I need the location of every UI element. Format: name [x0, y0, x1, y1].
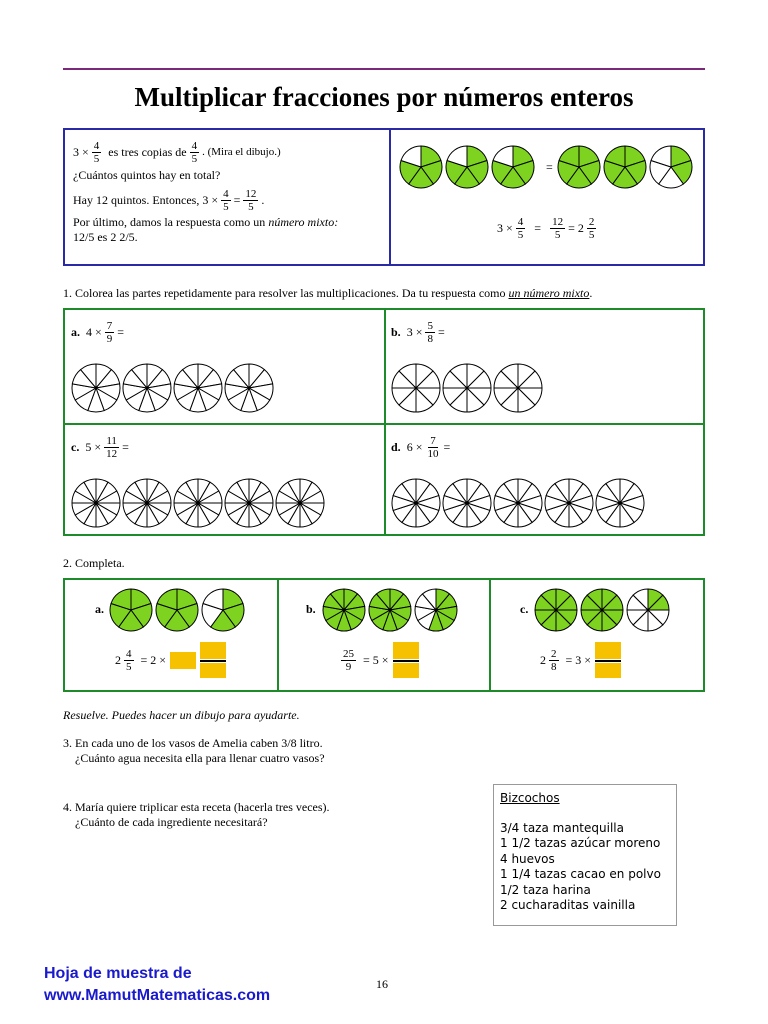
answer-box-whole[interactable] — [170, 652, 196, 669]
intro-pie-diagram — [399, 142, 699, 192]
fraction-circle — [443, 364, 491, 412]
resuelve-instruction: Resuelve. Puedes hacer un dibujo para ayudarte. — [63, 708, 300, 722]
fraction-circle — [276, 479, 324, 527]
pies-equal-sign: = — [546, 160, 553, 174]
fraction-circle — [535, 589, 577, 631]
item-label: b. — [391, 325, 401, 339]
answer-fraction-box[interactable] — [393, 642, 419, 678]
recipe-title: Bizcochos — [500, 791, 560, 805]
fraction: $\frac{12}{5}$ — [245, 187, 257, 213]
fraction-circle — [72, 364, 120, 412]
fraction-circle — [174, 479, 222, 527]
fraction-circle — [323, 589, 365, 631]
fraction-circle — [492, 146, 534, 188]
exercise2-item-c — [490, 580, 700, 690]
item-equals: = — [437, 325, 445, 339]
fraction: $\frac{2}{5}$ — [588, 216, 595, 241]
fraction-circle — [558, 146, 600, 188]
page-title: Multiplicar fracciones por números enteros — [134, 82, 634, 112]
intro-text: 3 × $\frac{4}{5}$ es tres copias de $\frac{4}{5}$ . (Mira el dibujo.) ¿Cuántos quintos hay en total? Hay 12 quintos. Entonces, 3 × $\frac{4}{5}$ = $\frac{12}{5}$ . Por último, damos la respuesta como un número mixto: 12/5 es 2 2/5. — [73, 138, 385, 245]
fraction: $\frac{4}{5}$ — [223, 187, 229, 213]
fraction: $\frac{2}{8}$ — [551, 647, 557, 673]
top-rule — [63, 68, 705, 70]
exercise2-circles — [320, 586, 470, 634]
exercise2-equation — [338, 642, 419, 678]
intro-box — [63, 128, 705, 266]
fraction: $\frac{11}{12}$ — [106, 435, 118, 460]
exercise2-instruction: 2. Completa. — [63, 556, 125, 570]
recipe-item: 1/2 taza harina — [500, 882, 591, 897]
fraction-circle — [604, 146, 646, 188]
fraction-circle — [174, 364, 222, 412]
fraction-circle — [156, 589, 198, 631]
intro-pies — [399, 142, 699, 192]
item-label: b. — [306, 602, 316, 616]
fraction-circle — [392, 364, 440, 412]
fraction-circle — [627, 589, 669, 631]
item-label: c. — [520, 602, 529, 616]
exercise1-circles[interactable] — [69, 362, 379, 418]
mixed-whole: 2 — [115, 652, 121, 667]
item-equals: = 5 × — [363, 652, 389, 667]
fraction-circle — [446, 146, 488, 188]
answer-fraction-box[interactable] — [200, 642, 226, 678]
intro-question: ¿Cuántos quintos hay en total? — [73, 168, 221, 182]
question-3: 3. En cada uno de los vasos de Amelia caben 3/8 litro. ¿Cuánto agua necesita ella para llenar cuatro vasos? — [63, 736, 325, 765]
footer-credit: Hoja de muestra de www.MamutMatematicas.com — [44, 965, 271, 1004]
item-label: c. — [71, 440, 80, 454]
intro-divider — [389, 130, 391, 264]
fraction: $\frac{25}{9}$ — [343, 647, 354, 673]
exercise1-circles[interactable] — [69, 477, 379, 533]
fraction-circle — [392, 479, 440, 527]
item-whole: 5 × — [85, 440, 102, 454]
fraction: $\frac{4}{5}$ — [126, 647, 132, 673]
item-label: d. — [391, 440, 401, 454]
intro-conclusion: 12/5 es 2 2/5. — [73, 230, 138, 244]
intro-result: 3 × $\frac{4}{5}$ = $\frac{12}{5}$ = 2 $\frac{2}{5}$ — [497, 216, 595, 241]
item-equals: = — [443, 440, 451, 454]
fraction: $\frac{4}{5}$ — [517, 216, 524, 241]
fraction-circle — [400, 146, 442, 188]
fraction: $\frac{4}{5}$ — [93, 139, 100, 165]
fraction: $\frac{7}{9}$ — [106, 320, 113, 345]
recipe-item: 2 cucharaditas vainilla — [500, 898, 636, 912]
item-whole: 3 × — [406, 325, 423, 339]
fraction: $\frac{7}{10}$ — [427, 435, 439, 460]
exercise2-item-a — [65, 580, 275, 690]
fraction-circle — [225, 479, 273, 527]
fraction-circle — [202, 589, 244, 631]
recipe-item: 4 huevos — [500, 851, 555, 866]
item-label: a. — [71, 325, 80, 339]
exercise2-equation — [115, 642, 226, 678]
item-whole: 6 × — [406, 440, 423, 454]
fraction-circle — [369, 589, 411, 631]
fraction: $\frac{4}{5}$ — [191, 139, 198, 165]
fraction-circle — [545, 479, 593, 527]
recipe-box — [493, 784, 677, 926]
item-label: a. — [95, 602, 104, 616]
fraction-circle — [494, 479, 542, 527]
exercise1-instruction: 1. Colorea las partes repetidamente para resolver las multiplicaciones. Da tu respuesta como un número mixto. — [63, 286, 593, 300]
item-whole: 4 × — [86, 325, 102, 339]
recipe-item: 1 1/4 tazas cacao en polvo — [500, 867, 661, 881]
exercise2-circles — [532, 586, 682, 634]
fraction-circle — [225, 364, 273, 412]
exercise2-item-b — [278, 580, 488, 690]
fraction-circle — [415, 589, 457, 631]
fraction-circle — [494, 364, 542, 412]
fraction-circle — [72, 479, 120, 527]
mixed-whole: 2 — [540, 652, 546, 667]
exercise2-equation — [540, 642, 621, 678]
fraction-circle — [110, 589, 152, 631]
fraction-circle — [443, 479, 491, 527]
answer-fraction-box[interactable] — [595, 642, 621, 678]
question-4: 4. María quiere triplicar esta receta (hacerla tres veces). ¿Cuánto de cada ingrediente necesitará? — [63, 800, 330, 829]
fraction-circle — [596, 479, 644, 527]
recipe-item: 1 1/2 tazas azúcar moreno — [500, 836, 661, 850]
fraction: $\frac{5}{8}$ — [427, 320, 433, 345]
exercise1-circles[interactable] — [389, 362, 699, 418]
fraction: $\frac{12}{5}$ — [552, 216, 564, 241]
item-equals: = — [122, 440, 129, 454]
exercise1-circles[interactable] — [389, 477, 699, 533]
item-equals: = 2 × — [140, 652, 167, 667]
item-equals: = — [117, 325, 125, 339]
fraction-circle — [581, 589, 623, 631]
page-number: 16 — [376, 977, 388, 991]
item-equals: = 3 × — [565, 652, 592, 667]
recipe-list — [500, 821, 670, 914]
recipe-item: 3/4 taza mantequilla — [500, 820, 624, 835]
fraction-circle — [650, 146, 692, 188]
fraction-circle — [123, 364, 171, 412]
fraction-circle — [123, 479, 171, 527]
exercise2-circles — [107, 586, 257, 634]
